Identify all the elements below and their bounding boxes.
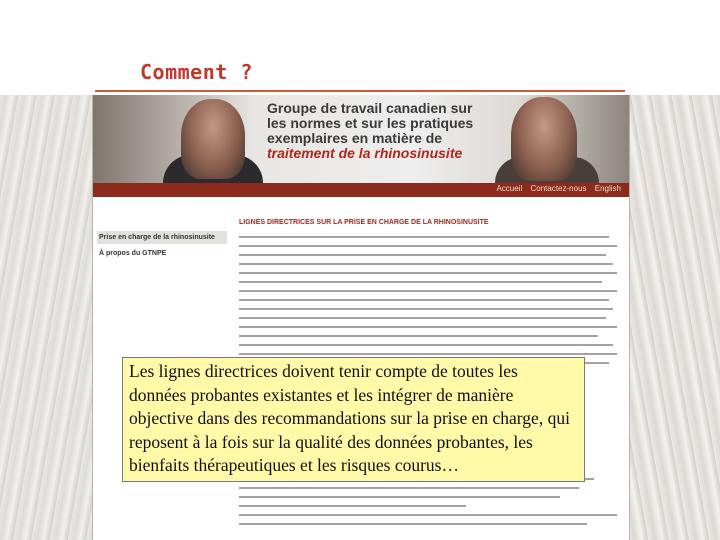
- nav-link-home[interactable]: Accueil: [496, 184, 523, 193]
- background-left-panel: [0, 95, 92, 540]
- background-right-panel: [628, 95, 720, 540]
- page-heading: LIGNES DIRECTRICES SUR LA PRISE EN CHARGE DE LA RHINOSINUSITE: [239, 219, 489, 226]
- sidebar-item-prise-en-charge[interactable]: Prise en charge de la rhinosinusite: [97, 231, 227, 244]
- banner-photo-left: [181, 99, 245, 179]
- banner-title-line: les normes et sur les pratiques: [267, 115, 474, 131]
- nav-link-contact[interactable]: Contactez-nous: [530, 184, 587, 193]
- banner-photo-right: [511, 97, 577, 181]
- banner-title-line: Groupe de travail canadien sur: [267, 100, 473, 116]
- quote-callout: Les lignes directrices doivent tenir compte de toutes les données probantes existantes et les intégrer de manière objective dans des recommandations sur la prise en charge, qui reposent à la fois sur la qualité des données probantes, les bienfaits thérapeutiques et les risques courus…: [122, 357, 585, 482]
- nav-links: [490, 184, 621, 193]
- lower-text-block: [239, 478, 617, 532]
- nav-link-english[interactable]: English: [594, 184, 621, 193]
- sidebar-item-a-propos[interactable]: À propos du GTNPE: [99, 250, 167, 257]
- slide-title: Comment ?: [140, 60, 253, 84]
- site-banner: [93, 95, 629, 183]
- site-nav-bar: [93, 183, 629, 197]
- banner-title-emphasis: traitement de la rhinosinusite: [267, 145, 463, 161]
- title-divider: [95, 90, 625, 92]
- banner-title-line: exemplaires en matière de: [267, 130, 443, 146]
- banner-title: [267, 101, 487, 161]
